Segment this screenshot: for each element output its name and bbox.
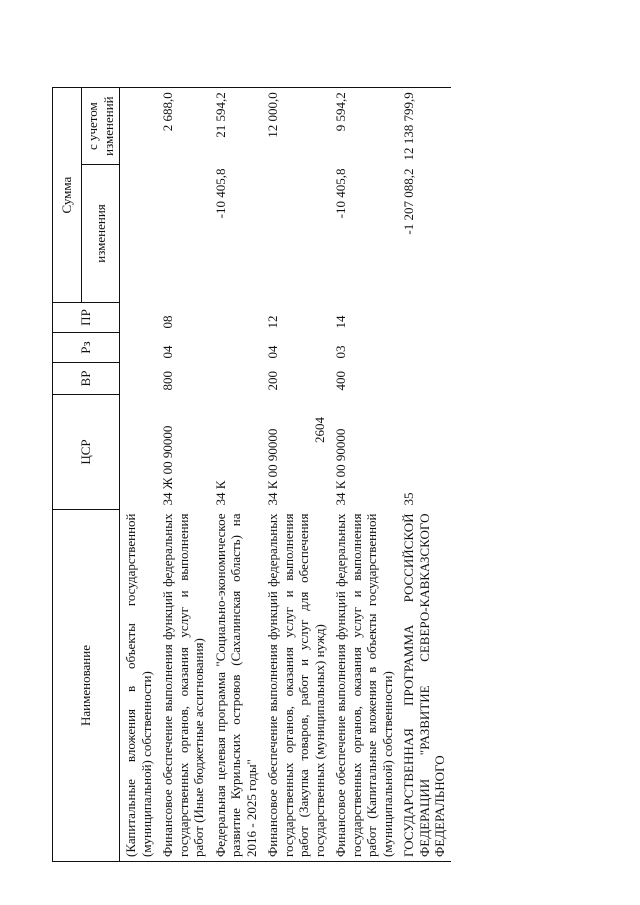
row-csr: 34 К: [212, 480, 228, 506]
row-change: -10 405,8: [333, 168, 348, 219]
row-csr: 34 Ж 00 90000: [160, 425, 175, 506]
header-vr: ВР: [53, 363, 120, 395]
row-rz: [398, 333, 451, 363]
row-rz: [210, 333, 263, 363]
header-csr: ЦСР: [53, 395, 120, 510]
header-rz: Рз: [53, 333, 120, 363]
table-row: [120, 88, 158, 862]
row-change: -1 207 088,2: [401, 168, 416, 235]
row-name: (Капитальные вложения в объекты государственной (муниципальной) собственности): [120, 510, 158, 862]
row-total: 12 000,0: [262, 88, 330, 165]
row-vr: [120, 363, 158, 395]
row-pr: 12: [265, 315, 280, 329]
header-changes: изменения: [82, 165, 120, 303]
row-rz: 04: [160, 345, 175, 359]
row-vr: [398, 363, 451, 395]
row-pr: 14: [333, 315, 348, 329]
row-change: -10 405,8: [212, 168, 228, 219]
header-with-changes: с учетом изменений: [82, 88, 120, 165]
row-change: [120, 165, 158, 303]
row-total: 2 688,0: [157, 88, 210, 165]
table-row: [398, 88, 451, 862]
row-change: [157, 165, 210, 303]
row-vr: 200: [265, 371, 280, 391]
row-csr: 35: [401, 492, 416, 506]
header-pr: ПР: [53, 303, 120, 333]
header-sum: Сумма: [53, 88, 82, 303]
row-name: Финансовое обеспечение выполнения функций федеральных государственных органов, оказания услуг и выполнения работ (Капитальные вложения в объекты государственной (муниципальной) собственности): [330, 510, 398, 862]
row-total: [120, 88, 158, 165]
table-row: [210, 88, 263, 862]
row-change: [262, 165, 330, 303]
row-rz: 04: [265, 345, 280, 359]
rotated-table-page: [52, 30, 640, 862]
header-name: Наименование: [53, 510, 120, 862]
row-rz: 03: [333, 345, 348, 359]
table-row: [262, 88, 330, 862]
row-pr: [398, 303, 451, 333]
row-total: 12 138 799,9: [398, 88, 451, 165]
row-vr: [210, 363, 263, 395]
page-number: 2604: [312, 417, 327, 443]
row-csr: [120, 395, 158, 510]
row-name: ГОСУДАРСТВЕННАЯ ПРОГРАММА РОССИЙСКОЙ ФЕДЕРАЦИИ "РАЗВИТИЕ СЕВЕРО-КАВКАЗСКОГО ФЕДЕРАЛЬНОГО: [398, 510, 451, 862]
row-name: Финансовое обеспечение выполнения функций федеральных государственных органов, оказания услуг и выполнения работ (Закупка товаров, работ и услуг для обеспечения государственных (муниципальных) нужд): [262, 510, 330, 862]
row-rz: [120, 333, 158, 363]
row-total: 9 594,2: [330, 88, 398, 165]
budget-table: [52, 87, 451, 862]
row-csr: 34 К 00 90000: [333, 428, 348, 506]
row-pr: [210, 303, 263, 333]
row-pr: 08: [160, 315, 175, 329]
row-vr: 800: [160, 371, 175, 391]
row-name: Финансовое обеспечение выполнения функций федеральных государственных органов, оказания услуг и выполнения работ (Иные бюджетные ассигнования): [157, 510, 210, 862]
row-total: 21 594,2: [210, 88, 263, 165]
table-row: [157, 88, 210, 862]
row-csr: 34 К 00 90000: [265, 428, 280, 506]
row-vr: 400: [333, 371, 348, 391]
row-name: Федеральная целевая программа "Социально-экономическое развитие Курильских островов (Сахалинская область) на 2016 - 2025 годы": [210, 510, 263, 862]
row-pr: [120, 303, 158, 333]
table-row: [330, 88, 398, 862]
